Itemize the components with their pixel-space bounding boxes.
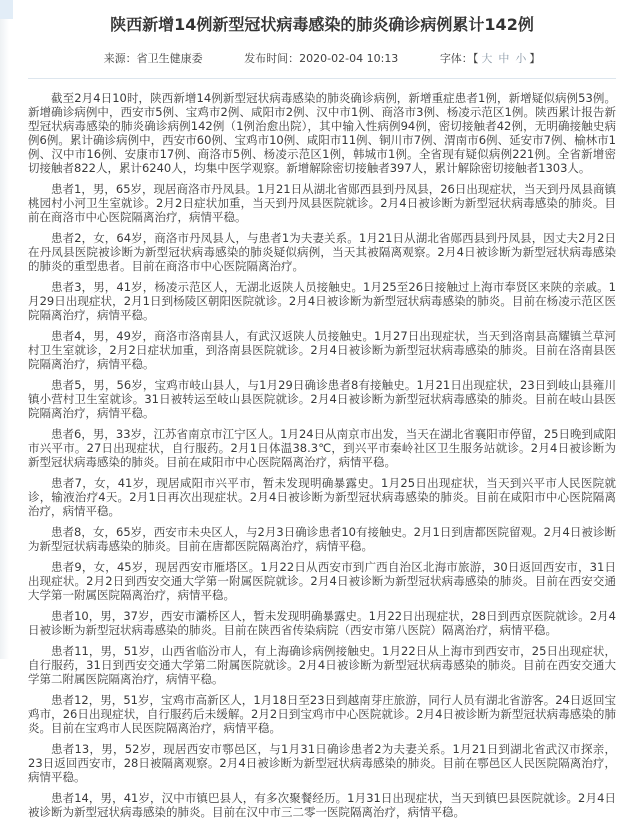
fontsize-large-link[interactable]: 大 xyxy=(481,51,493,65)
article-paragraph-patient-3: 患者3，男，41岁，杨凌示范区人，无湖北返陕人员接触史。1月25至26日接触过上海市奉贤区来陕的亲戚。1月29日出现症状，2月1日到杨陵区朝阳医院就诊。2月4日被诊断为新型冠状病毒感染的肺炎。目前在杨凌示范区医院隔离治疗，病情平稳。 xyxy=(28,279,616,322)
article-paragraph-patient-11: 患者11，男，51岁，山西省临汾市人，有上海确诊病例接触史。1月22日从上海市到西安市，25日出现症状，自行服药，31日到西安交通大学第二附属医院就诊。2月4日被诊断为新型冠状病毒感染的肺炎。目前在西安交通大学第二附属医院隔离治疗，病情平稳。 xyxy=(28,644,616,687)
article-paragraph-summary: 截至2月4日10时，陕西新增14例新型冠状病毒感染的肺炎确诊病例，新增重症患者1例，新增疑似病例53例。新增确诊病例中，西安市5例、宝鸡市2例、咸阳市2例、汉中市1例、商洛市3例、杨凌示范区1例。陕西累计报告新型冠状病毒感染的肺炎确诊病例142例（1例治愈出院），其中输入性病例94例，密切接触者42例，无明确接触史病例6例。累计确诊病例中，西安市60例、宝鸡市10例、咸阳市11例、铜川市7例、渭南市6例、延安市7例、榆林市1例、汉中市16例、安康市17例、商洛市5例、杨凌示范区1例，韩城市1例。全省现有疑似病例221例。全省新增密切接触者822人，累计6240人，均集中医学观察。新增解除密切接触者397人，累计解除密切接触者1303人。 xyxy=(28,90,616,175)
meta-fontsize-control xyxy=(440,50,541,66)
article-meta xyxy=(26,50,618,66)
meta-publish-time: 发布时间：2020-02-04 10:13 xyxy=(244,51,399,65)
fontsize-label: 字体： xyxy=(439,51,473,65)
article-paragraph-patient-5: 患者5，男，56岁，宝鸡市岐山县人，与1月29日确诊患者8有接触史。1月21日出现症状，23日到岐山县雍川镇小营村卫生室就诊。31日被转运至岐山县医院就诊。2月4日被诊断为新型冠状病毒感染的肺炎。目前在岐山县医院隔离治疗，病情平稳。 xyxy=(28,377,616,420)
page-title: 陕西新增14例新型冠状病毒感染的肺炎确诊病例累计142例 xyxy=(110,15,534,34)
article-paragraph-patient-13: 患者13，男，52岁，现居西安市鄠邑区，与1月31日确诊患者2为夫妻关系。1月21日到湖北省武汉市探亲，23日返回西安市，28日被隔离观察。2月4日被诊断为新型冠状病毒感染的肺炎。目前在鄠邑区人民医院隔离治疗，病情平稳。 xyxy=(28,742,616,785)
meta-source: 来源：省卫生健康委 xyxy=(103,51,203,65)
fontsize-medium-link[interactable]: 中 xyxy=(498,51,510,65)
fontsize-bracket-close: 】 xyxy=(529,51,541,65)
article-paragraph-patient-1: 患者1，男，65岁，现居商洛市丹凤县。1月21日从湖北省郧西县到丹凤县，26日出现症状，当天到丹凤县商镇桃园村小河卫生室就诊。2月2日症状加重，当天到丹凤县医院就诊。2月4日被诊断为新型冠状病毒感染的肺炎。目前在商洛市中心医院隔离治疗，病情平稳。 xyxy=(28,181,616,224)
article-paragraph-patient-8: 患者8，女，65岁，西安市未央区人，与2月3日确诊患者10有接触史。2月1日到唐都医院留观。2月4日被诊断为新型冠状病毒感染的肺炎。目前在唐都医院隔离治疗，病情平稳。 xyxy=(28,525,616,554)
article-paragraph-patient-14: 患者14，男，41岁，汉中市镇巴县人，有多次聚餐经历。1月31日出现症状，当天到镇巴县医院就诊。2月4日被诊断为新型冠状病毒感染的肺炎。目前在汉中市三二零一医院隔离治疗，病情平稳。 xyxy=(28,791,616,820)
article-paragraph-patient-6: 患者6，男，33岁，江苏省南京市江宁区人。1月24日从南京市出发，当天在湖北省襄阳市停留，25日晚到咸阳市兴平市。27日出现症状，自行服药。2月1日体温38.3℃，到兴平市秦岭社区卫生服务站就诊。2月4日被诊断为新型冠状病毒感染的肺炎。目前在咸阳市中心医院隔离治疗，病情平稳。 xyxy=(28,426,616,469)
article-paragraph-patient-10: 患者10，男，37岁，西安市灞桥区人，暂未发现明确暴露史。1月22日出现症状，28日到西京医院就诊。2月4日被诊断为新型冠状病毒感染的肺炎。目前在陕西省传染病院（西安市第八医院）隔离治疗，病情平稳。 xyxy=(28,609,616,638)
article-paragraph-patient-9: 患者9，女，45岁，现居西安市雁塔区。1月22日从西安市到广西自治区北海市旅游，30日返回西安市，31日出现症状。2月2日到西安交通大学第一附属医院就诊。2月4日被诊断为新型冠状病毒感染的肺炎。目前在西安交通大学第一附属医院隔离治疗，病情平稳。 xyxy=(28,560,616,603)
article-body xyxy=(26,89,618,820)
fontsize-bracket-open: 【 xyxy=(472,51,479,65)
article-paragraph-patient-12: 患者12，男，51岁，宝鸡市高新区人，1月18日至23日到越南芽庄旅游，同行人员有湖北省游客。24日返回宝鸡市，26日出现症状，自行服药后未缓解。2月2日到宝鸡市中心医院就诊。2月4日被诊断为新型冠状病毒感染的肺炎。目前在宝鸡市人民医院隔离治疗，病情平稳。 xyxy=(28,693,616,736)
article-paragraph-patient-4: 患者4，男，49岁，商洛市洛南县人，有武汉返陕人员接触史。1月27日出现症状，当天到洛南县高耀镇兰草河村卫生室就诊，2月2日症状加重，到洛南县医院就诊。2月4日被诊断为新型冠状病毒感染的肺炎。目前在洛南县医院隔离治疗，病情平稳。 xyxy=(28,328,616,371)
article-paragraph-patient-2: 患者2，女，64岁，商洛市丹凤县人，与患者1为夫妻关系。1月21日从湖北省郧西县到丹凤县，因丈夫2月2日在丹凤县医院被诊断为新型冠状病毒感染的肺炎疑似病例，当天其被隔离观察。2月4日被诊断为新型冠状病毒感染的肺炎的重型患者。目前在商洛市中心医院隔离治疗。 xyxy=(28,230,616,273)
header-divider xyxy=(28,78,616,79)
fontsize-small-link[interactable]: 小 xyxy=(515,51,527,65)
article-paragraph-patient-7: 患者7，女，41岁，现居咸阳市兴平市，暂未发现明确暴露史。1月25日出现症状，当天到兴平市人民医院就诊，输液治疗4天。2月1日再次出现症状。2月4日被诊断为新型冠状病毒感染的肺炎。目前在咸阳市中心医院隔离治疗，病情平稳。 xyxy=(28,475,616,518)
